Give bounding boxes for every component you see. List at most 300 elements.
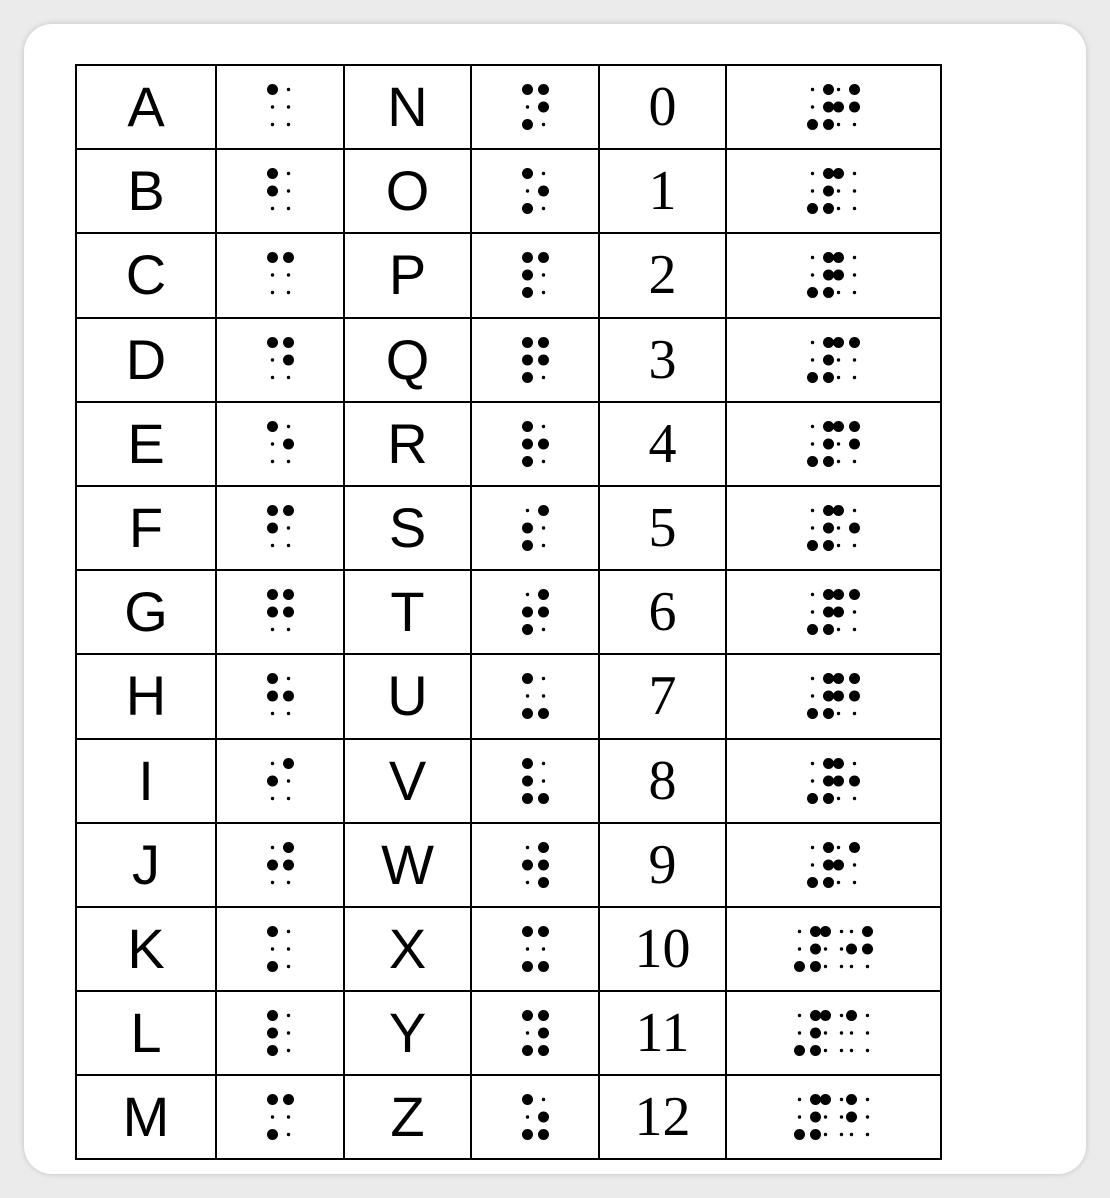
blank-dot-6: [853, 291, 856, 294]
raised-dot-3: [522, 1129, 533, 1140]
letter-cell: P: [344, 233, 471, 317]
braille-cell: [216, 991, 344, 1075]
raised-dot-3: [807, 456, 818, 467]
raised-dot-1: [833, 168, 844, 179]
blank-dot-6: [541, 460, 544, 463]
raised-dot-3: [807, 287, 818, 298]
blank-dot-1: [798, 1098, 801, 1101]
braille-cell: [471, 823, 599, 907]
raised-dot-4: [810, 1010, 821, 1021]
blank-dot-2: [270, 947, 273, 950]
raised-dot-3: [522, 203, 533, 214]
blank-dot-2: [270, 358, 273, 361]
blank-dot-1: [270, 761, 273, 764]
blank-dot-5: [853, 190, 856, 193]
blank-dot-5: [286, 1116, 289, 1119]
table-row: [76, 486, 941, 570]
blank-dot-6: [853, 796, 856, 799]
raised-dot-1: [522, 337, 533, 348]
blank-dot-2: [811, 190, 814, 193]
braille-number-symbol: [794, 926, 873, 972]
blank-dot-2: [824, 947, 827, 950]
braille-cell: [471, 654, 599, 738]
braille-cell: [216, 907, 344, 991]
blank-dot-2: [837, 190, 840, 193]
number-cell: 8: [599, 739, 726, 823]
blank-dot-4: [840, 1014, 843, 1017]
braille-letter-symbol: [522, 168, 549, 214]
braille-number-symbol: [807, 505, 860, 551]
blank-dot-4: [840, 930, 843, 933]
braille-cell: [726, 823, 941, 907]
raised-dot-6: [823, 203, 834, 214]
raised-dot-4: [810, 926, 821, 937]
braille-cell: [216, 823, 344, 907]
raised-dot-4: [849, 673, 860, 684]
blank-dot-2: [525, 947, 528, 950]
blank-dot-2: [824, 1116, 827, 1119]
number-cell: 11: [599, 991, 726, 1075]
table-row: [76, 233, 941, 317]
raised-dot-1: [267, 1094, 278, 1105]
blank-dot-3: [837, 123, 840, 126]
number-cell: 3: [599, 318, 726, 402]
braille-letter-symbol: [522, 758, 549, 804]
blank-dot-1: [811, 88, 814, 91]
raised-dot-4: [823, 842, 834, 853]
braille-cell: [726, 402, 941, 486]
blank-dot-3: [824, 1049, 827, 1052]
letter-cell: H: [76, 654, 216, 738]
blank-dot-6: [853, 123, 856, 126]
blank-dot-5: [286, 1031, 289, 1034]
raised-dot-5: [823, 691, 834, 702]
blank-dot-1: [798, 1014, 801, 1017]
number-cell: 6: [599, 570, 726, 654]
letter-cell: R: [344, 402, 471, 486]
raised-dot-5: [849, 775, 860, 786]
raised-dot-3: [807, 708, 818, 719]
braille-cell: [726, 65, 941, 149]
raised-dot-4: [823, 758, 834, 769]
raised-dot-4: [283, 337, 294, 348]
raised-dot-6: [823, 540, 834, 551]
raised-dot-1: [820, 926, 831, 937]
braille-number-symbol: [807, 758, 860, 804]
raised-dot-3: [267, 1129, 278, 1140]
blank-dot-3: [270, 712, 273, 715]
raised-dot-3: [522, 961, 533, 972]
blank-dot-6: [853, 375, 856, 378]
raised-dot-1: [267, 421, 278, 432]
blank-dot-2: [837, 442, 840, 445]
blank-dot-5: [286, 190, 289, 193]
braille-number-symbol: [807, 589, 860, 635]
raised-dot-3: [807, 624, 818, 635]
raised-dot-5: [538, 1112, 549, 1123]
blank-dot-2: [525, 1116, 528, 1119]
raised-dot-1: [267, 673, 278, 684]
blank-dot-4: [840, 1098, 843, 1101]
letter-cell: E: [76, 402, 216, 486]
blank-dot-6: [286, 881, 289, 884]
braille-letter-symbol: [522, 84, 549, 130]
letter-cell: T: [344, 570, 471, 654]
braille-number-symbol: [794, 1094, 873, 1140]
table-row: [76, 654, 941, 738]
blank-dot-3: [824, 965, 827, 968]
raised-dot-5: [538, 607, 549, 618]
raised-dot-3: [794, 961, 805, 972]
raised-dot-6: [810, 1129, 821, 1140]
blank-dot-6: [853, 881, 856, 884]
blank-dot-2: [270, 274, 273, 277]
raised-dot-5: [283, 354, 294, 365]
blank-dot-6: [853, 460, 856, 463]
raised-dot-6: [823, 708, 834, 719]
letter-cell: W: [344, 823, 471, 907]
braille-letter-symbol: [267, 1094, 294, 1140]
braille-letter-symbol: [522, 337, 549, 383]
blank-dot-3: [525, 881, 528, 884]
number-cell: 4: [599, 402, 726, 486]
braille-letter-symbol: [267, 421, 294, 467]
letter-cell: N: [344, 65, 471, 149]
letter-cell: L: [76, 991, 216, 1075]
raised-dot-1: [522, 673, 533, 684]
raised-dot-5: [862, 943, 873, 954]
blank-dot-1: [811, 677, 814, 680]
raised-dot-2: [522, 354, 533, 365]
raised-dot-1: [833, 421, 844, 432]
braille-number-symbol: [807, 337, 860, 383]
blank-dot-2: [270, 442, 273, 445]
blank-dot-1: [525, 593, 528, 596]
braille-letter-symbol: [522, 421, 549, 467]
blank-dot-3: [837, 796, 840, 799]
raised-dot-5: [823, 775, 834, 786]
blank-dot-5: [541, 779, 544, 782]
braille-letter-symbol: [267, 926, 294, 972]
letter-cell: K: [76, 907, 216, 991]
blank-dot-2: [525, 1031, 528, 1034]
number-cell: 0: [599, 65, 726, 149]
raised-dot-4: [823, 421, 834, 432]
blank-dot-3: [837, 544, 840, 547]
braille-cell: [726, 149, 941, 233]
blank-dot-6: [866, 965, 869, 968]
braille-cell: [726, 991, 941, 1075]
raised-dot-5: [823, 102, 834, 113]
raised-dot-4: [823, 337, 834, 348]
blank-dot-1: [850, 930, 853, 933]
braille-cell: [471, 1075, 599, 1159]
blank-dot-3: [837, 460, 840, 463]
raised-dot-1: [522, 1010, 533, 1021]
blank-dot-6: [286, 712, 289, 715]
blank-dot-2: [811, 863, 814, 866]
letter-cell: Q: [344, 318, 471, 402]
number-cell: 2: [599, 233, 726, 317]
raised-dot-3: [267, 1045, 278, 1056]
raised-dot-2: [267, 607, 278, 618]
raised-dot-4: [849, 84, 860, 95]
braille-cell: [471, 739, 599, 823]
braille-number-symbol: [807, 842, 860, 888]
blank-dot-4: [286, 1014, 289, 1017]
blank-dot-2: [811, 695, 814, 698]
raised-dot-2: [846, 1112, 857, 1123]
blank-dot-5: [853, 358, 856, 361]
raised-dot-2: [267, 186, 278, 197]
raised-dot-4: [283, 505, 294, 516]
raised-dot-3: [807, 793, 818, 804]
raised-dot-2: [267, 1028, 278, 1039]
letter-cell: B: [76, 149, 216, 233]
blank-dot-6: [840, 1049, 843, 1052]
braille-table-body: [76, 65, 941, 1159]
braille-cell: [471, 402, 599, 486]
blank-dot-6: [541, 628, 544, 631]
blank-dot-4: [853, 172, 856, 175]
raised-dot-2: [522, 438, 533, 449]
blank-dot-1: [811, 172, 814, 175]
raised-dot-1: [833, 252, 844, 263]
raised-dot-1: [267, 589, 278, 600]
raised-dot-3: [522, 456, 533, 467]
raised-dot-1: [522, 758, 533, 769]
braille-cell: [471, 486, 599, 570]
blank-dot-5: [286, 274, 289, 277]
raised-dot-3: [807, 877, 818, 888]
raised-dot-4: [538, 1010, 549, 1021]
raised-dot-3: [807, 372, 818, 383]
braille-letter-symbol: [522, 505, 549, 551]
raised-dot-5: [810, 1112, 821, 1123]
braille-cell: [216, 570, 344, 654]
raised-dot-5: [283, 607, 294, 618]
blank-dot-6: [866, 1133, 869, 1136]
braille-letter-symbol: [522, 842, 549, 888]
number-cell: 10: [599, 907, 726, 991]
blank-dot-1: [811, 509, 814, 512]
raised-dot-5: [538, 102, 549, 113]
braille-letter-symbol: [267, 1010, 294, 1056]
raised-dot-1: [267, 926, 278, 937]
raised-dot-1: [267, 1010, 278, 1021]
blank-dot-6: [541, 375, 544, 378]
table-row: [76, 991, 941, 1075]
letter-cell: M: [76, 1075, 216, 1159]
letter-cell: S: [344, 486, 471, 570]
raised-dot-4: [849, 589, 860, 600]
raised-dot-4: [538, 337, 549, 348]
raised-dot-4: [823, 673, 834, 684]
blank-dot-6: [286, 628, 289, 631]
raised-dot-1: [833, 589, 844, 600]
raised-dot-3: [807, 540, 818, 551]
braille-cell: [216, 149, 344, 233]
blank-dot-2: [824, 1031, 827, 1034]
blank-dot-4: [866, 1014, 869, 1017]
raised-dot-6: [823, 877, 834, 888]
braille-letter-symbol: [267, 673, 294, 719]
raised-dot-4: [538, 252, 549, 263]
raised-dot-4: [538, 926, 549, 937]
braille-number-symbol: [807, 168, 860, 214]
blank-dot-3: [270, 460, 273, 463]
blank-dot-1: [811, 425, 814, 428]
blank-dot-2: [850, 1031, 853, 1034]
blank-dot-5: [840, 1116, 843, 1119]
blank-dot-2: [798, 1031, 801, 1034]
braille-cell: [216, 65, 344, 149]
braille-cell: [216, 233, 344, 317]
number-cell: 1: [599, 149, 726, 233]
raised-dot-6: [823, 793, 834, 804]
raised-dot-5: [538, 438, 549, 449]
raised-dot-4: [538, 84, 549, 95]
raised-dot-4: [823, 252, 834, 263]
raised-dot-1: [833, 505, 844, 516]
blank-dot-5: [541, 526, 544, 529]
letter-cell: D: [76, 318, 216, 402]
blank-dot-3: [270, 123, 273, 126]
raised-dot-1: [522, 252, 533, 263]
raised-dot-1: [846, 1010, 857, 1021]
blank-dot-4: [286, 88, 289, 91]
raised-dot-5: [538, 354, 549, 365]
raised-dot-3: [267, 961, 278, 972]
braille-letter-symbol: [522, 926, 549, 972]
raised-dot-5: [823, 859, 834, 870]
blank-dot-6: [286, 1133, 289, 1136]
blank-dot-5: [840, 1031, 843, 1034]
raised-dot-5: [823, 438, 834, 449]
blank-dot-2: [811, 358, 814, 361]
blank-dot-1: [811, 593, 814, 596]
raised-dot-4: [823, 84, 834, 95]
letter-cell: X: [344, 907, 471, 991]
braille-letter-symbol: [522, 1010, 549, 1056]
blank-dot-4: [541, 677, 544, 680]
raised-dot-3: [522, 287, 533, 298]
braille-cell: [471, 65, 599, 149]
raised-dot-2: [833, 691, 844, 702]
braille-letter-symbol: [267, 842, 294, 888]
braille-cell: [471, 233, 599, 317]
blank-dot-3: [270, 628, 273, 631]
blank-dot-5: [286, 105, 289, 108]
blank-dot-6: [541, 207, 544, 210]
raised-dot-3: [794, 1045, 805, 1056]
letter-cell: F: [76, 486, 216, 570]
raised-dot-2: [522, 270, 533, 281]
braille-cell: [726, 654, 941, 738]
braille-cell: [726, 907, 941, 991]
braille-letter-symbol: [267, 337, 294, 383]
raised-dot-5: [849, 102, 860, 113]
number-cell: 12: [599, 1075, 726, 1159]
blank-dot-1: [811, 340, 814, 343]
blank-dot-4: [286, 425, 289, 428]
table-row: [76, 907, 941, 991]
raised-dot-1: [522, 84, 533, 95]
blank-dot-4: [541, 761, 544, 764]
blank-dot-3: [837, 375, 840, 378]
braille-letter-symbol: [522, 673, 549, 719]
blank-dot-5: [286, 779, 289, 782]
letter-cell: U: [344, 654, 471, 738]
blank-dot-6: [286, 207, 289, 210]
blank-dot-3: [837, 881, 840, 884]
blank-dot-3: [270, 375, 273, 378]
letter-cell: V: [344, 739, 471, 823]
raised-dot-4: [810, 1094, 821, 1105]
raised-dot-6: [538, 877, 549, 888]
table-row: [76, 739, 941, 823]
blank-dot-4: [286, 930, 289, 933]
letter-cell: Y: [344, 991, 471, 1075]
raised-dot-4: [849, 421, 860, 432]
blank-dot-3: [837, 291, 840, 294]
blank-dot-5: [541, 274, 544, 277]
blank-dot-5: [541, 947, 544, 950]
blank-dot-1: [811, 761, 814, 764]
table-row: [76, 402, 941, 486]
raised-dot-5: [849, 691, 860, 702]
raised-dot-1: [267, 505, 278, 516]
blank-dot-6: [286, 965, 289, 968]
braille-number-symbol: [807, 673, 860, 719]
raised-dot-3: [807, 203, 818, 214]
raised-dot-6: [810, 1045, 821, 1056]
blank-dot-4: [853, 256, 856, 259]
blank-dot-6: [286, 796, 289, 799]
raised-dot-3: [522, 372, 533, 383]
raised-dot-2: [522, 775, 533, 786]
braille-letter-symbol: [267, 758, 294, 804]
blank-dot-6: [840, 965, 843, 968]
blank-dot-2: [811, 526, 814, 529]
braille-letter-symbol: [522, 252, 549, 298]
raised-dot-1: [820, 1010, 831, 1021]
table-row: [76, 1075, 941, 1159]
blank-dot-3: [270, 291, 273, 294]
braille-letter-symbol: [267, 505, 294, 551]
blank-dot-6: [286, 291, 289, 294]
braille-cell: [726, 739, 941, 823]
raised-dot-2: [522, 607, 533, 618]
braille-letter-symbol: [267, 84, 294, 130]
letter-cell: O: [344, 149, 471, 233]
raised-dot-6: [823, 456, 834, 467]
braille-cell: [726, 1075, 941, 1159]
letter-cell: I: [76, 739, 216, 823]
raised-dot-1: [522, 1094, 533, 1105]
blank-dot-4: [541, 172, 544, 175]
raised-dot-6: [823, 287, 834, 298]
raised-dot-2: [833, 102, 844, 113]
blank-dot-6: [286, 544, 289, 547]
raised-dot-1: [267, 252, 278, 263]
blank-dot-3: [850, 1049, 853, 1052]
braille-cell: [216, 486, 344, 570]
blank-dot-1: [811, 256, 814, 259]
blank-dot-5: [541, 695, 544, 698]
raised-dot-4: [283, 758, 294, 769]
raised-dot-5: [283, 691, 294, 702]
